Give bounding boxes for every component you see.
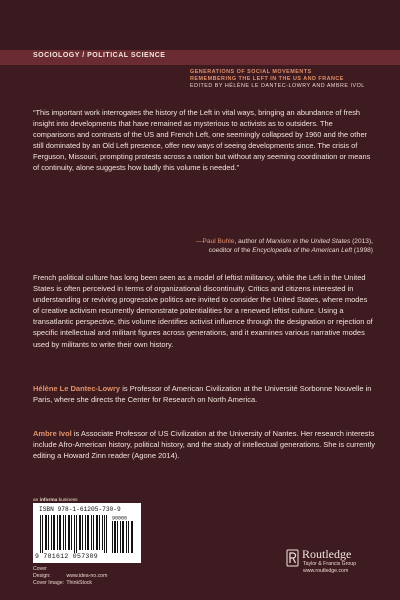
barcode-bars xyxy=(38,515,136,553)
informa-suffix: business xyxy=(57,498,78,503)
book-year-2: (1998) xyxy=(352,247,373,255)
quote-author: —Paul Buhle xyxy=(195,238,235,245)
credit-image-label: Cover Image: xyxy=(33,580,65,586)
category-label: SOCIOLOGY / POLITICAL SCIENCE xyxy=(33,52,166,59)
editors-line: EDITED BY HÉLÈNE LE DANTEC-LOWRY AND AMBRE IVOL xyxy=(190,83,365,89)
publisher-name: Routledge xyxy=(302,547,352,561)
cover-credits xyxy=(33,566,107,587)
book-title-1: Marxism in the United States xyxy=(265,238,351,245)
credit-image xyxy=(33,580,107,587)
editor-name-1: Hélène Le Dantec-Lowry xyxy=(33,384,121,393)
barcode-number: 9 781612 057309 xyxy=(35,553,99,560)
credit-image-value: ThinkStock xyxy=(66,580,93,586)
endorsement-quote: “This important work interrogates the history of the Left in vital ways, bringing an abundance of fresh insight into developments that have remained as mysterious to activists as to outsiders. The comparisons and contrasts of the US and French Left, one seemingly collapsed by 1960 and the other still dominated by an Old Left presence, offer new ways of seeing developments since. The crisis of Ferguson, Missouri, prompting protests across a nation but without any seeming coordination or means of continuity, alone suggests how badly this volume is needed.” xyxy=(33,108,371,172)
editor-name-2: Ambre Ivol xyxy=(33,429,72,438)
editor-bio-text-1: is Professor of American Civilization at the Université Sorbonne Nouvelle in Paris, where she directs the Center for Research on North America. xyxy=(33,384,372,404)
attribution-text-2: coeditor of the xyxy=(208,247,253,255)
editor-bio-2 xyxy=(33,428,375,461)
series-title: GENERATIONS OF SOCIAL MOVEMENTS xyxy=(190,69,312,75)
attribution-line-2 xyxy=(150,246,373,255)
routledge-mark-icon xyxy=(286,549,299,567)
informa-prefix: an xyxy=(33,498,40,503)
quote-attribution xyxy=(150,237,373,255)
book-description: French political culture has long been seen as a model of leftist militancy, while the Left in the United States is often perceived in terms of organizational discontinuity. Critics and citizens interested in understanding or reviving progressive politics are invited to consider the United States, where modes of creative activism recurrently demonstrate potentialities for a renewed leftist culture. Using a transatlantic perspective, this volume identifies activist influence through the designation or rejection of specific intellectual and militant figures across generations, and it examines various narrative modes used by militants to write their own history. xyxy=(33,273,373,349)
credit-design xyxy=(33,566,107,580)
series-block xyxy=(190,69,390,90)
credit-design-value: www.idea-no.com xyxy=(66,573,108,579)
attribution-line-1 xyxy=(150,237,373,246)
informa-brand: informa xyxy=(39,498,58,503)
isbn-text: ISBN 978-1-61205-730-9 xyxy=(39,506,121,513)
credit-design-label: Cover Design: xyxy=(33,566,51,579)
barcode xyxy=(33,503,141,563)
editor-bio-text-2: is Associate Professor of US Civilization at the University of Nantes. Her research interests include Afro-American history, political history, and the study of intellectual generations. She is currently editing a Howard Zinn reader (Agone 2014). xyxy=(33,429,375,460)
barcode-addon: 90000 xyxy=(112,515,128,522)
attribution-text: , author of xyxy=(234,238,266,245)
publisher-logo xyxy=(286,547,376,583)
cover-top-band xyxy=(0,0,400,50)
book-year-1: (2013), xyxy=(350,238,373,245)
book-subtitle: REMEMBERING THE LEFT IN THE US AND FRANCE xyxy=(190,76,344,82)
publisher-group: Taylor & Francis Group xyxy=(303,561,357,567)
editor-bio-1 xyxy=(33,383,375,405)
publisher-url: www.routledge.com xyxy=(303,568,349,574)
category-bar xyxy=(0,50,400,65)
book-title-2: Encyclopedia of the American Left xyxy=(252,247,353,255)
